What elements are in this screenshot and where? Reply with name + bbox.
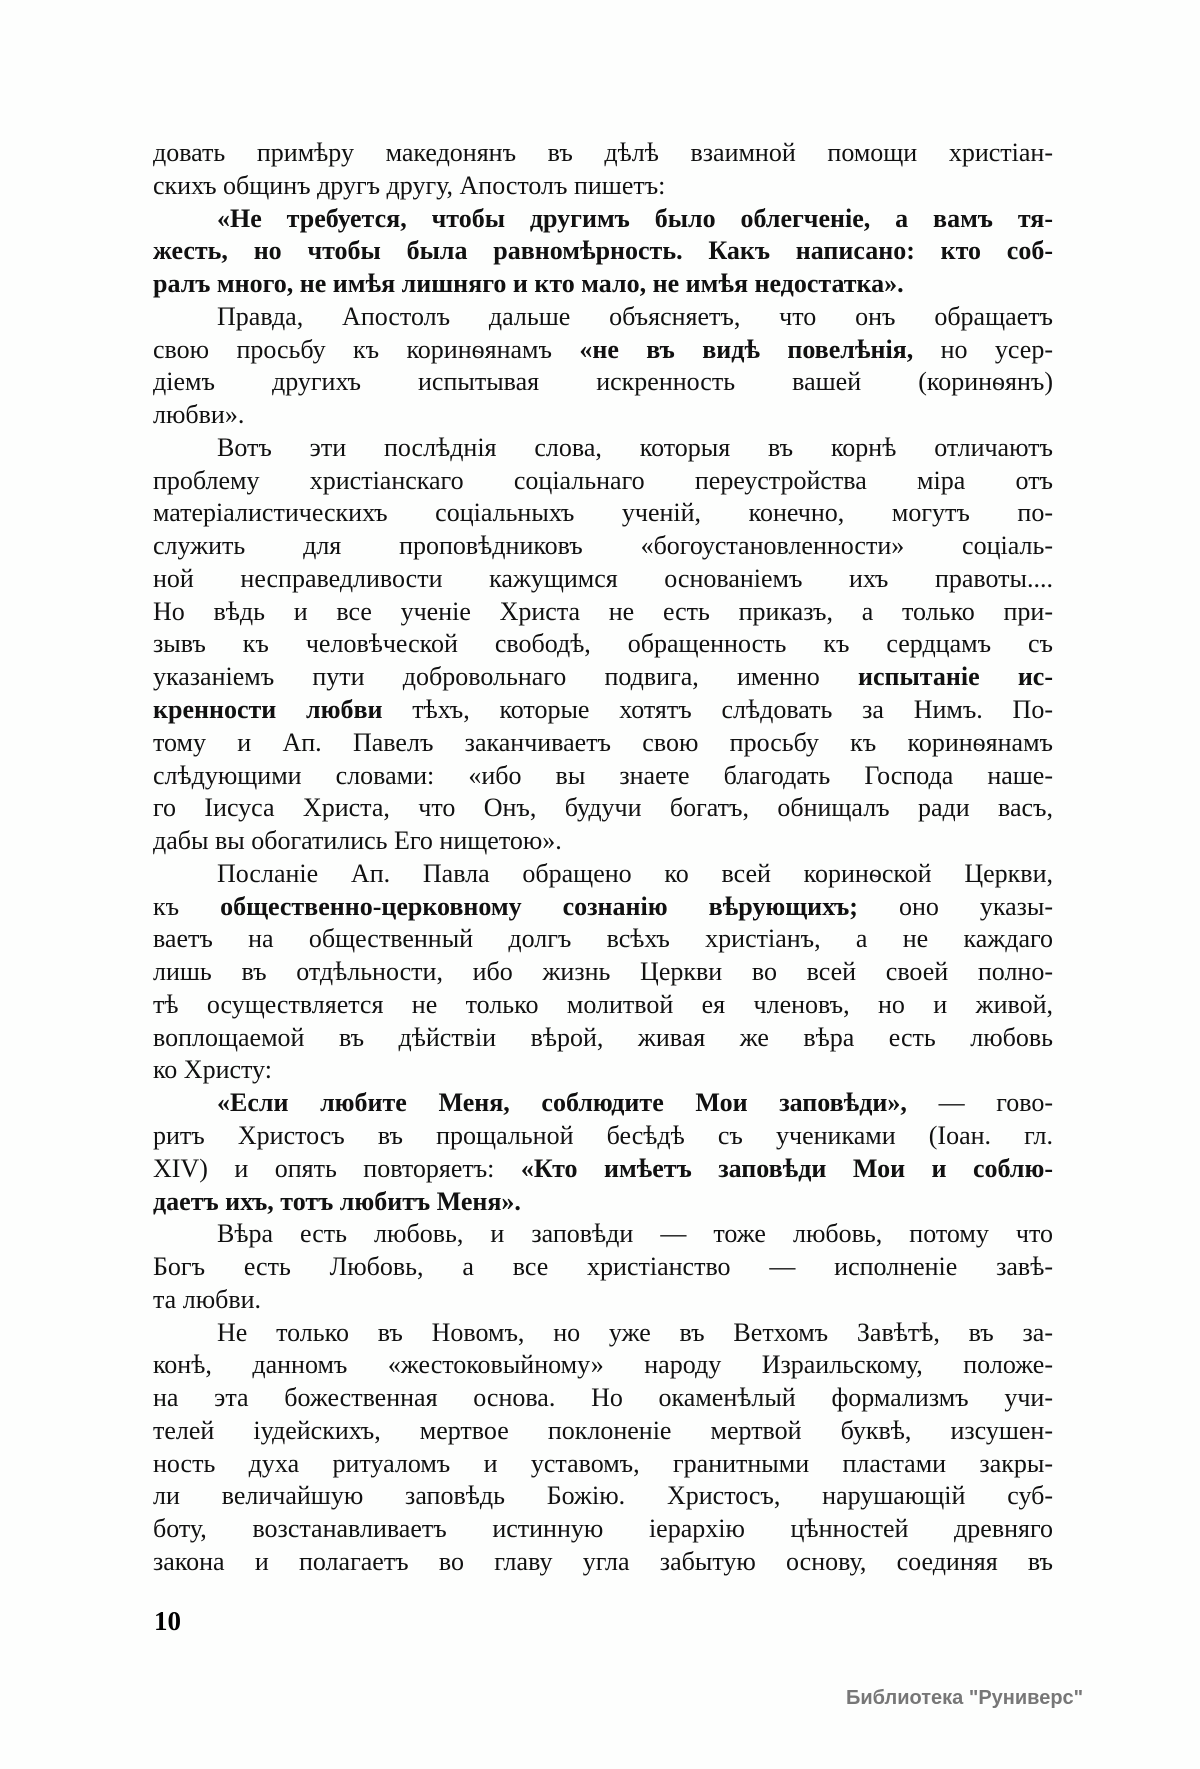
paragraph [153, 203, 1053, 301]
text-run: лишь въ отдѣльности, ибо жизнь Церкви во всей своей полно- [153, 957, 1053, 987]
text-run: боту, возстанавливаетъ истинную іерархію цѣнностей древняго [153, 1514, 1053, 1544]
text-line [153, 956, 1053, 989]
text-run: ваетъ на общественный долгъ всѣхъ христіанъ, а не каждаго [153, 924, 1053, 954]
paragraph [153, 137, 1053, 203]
bold-text: «Не требуется, чтобы другимъ было облегченіе, а вамъ тя- [217, 203, 1053, 233]
text-line [153, 694, 1053, 727]
paragraph [153, 1317, 1053, 1579]
text-line [153, 1218, 1053, 1251]
text-line [153, 1284, 1053, 1317]
text-run: указаніемъ пути добровольнаго подвига, именно [153, 662, 858, 692]
text-run: на эта божественная основа. Но окаменѣлый формализмъ учи- [153, 1383, 1053, 1413]
text-run: — гово- [906, 1088, 1053, 1118]
text-run: Богъ есть Любовь, а все христіанство — исполненіе завѣ- [153, 1252, 1053, 1282]
text-run: Вотъ эти послѣднія слова, которыя въ корнѣ отличаютъ [217, 432, 1053, 462]
text-line [153, 1087, 1053, 1120]
text-run: телей іудейскихъ, мертвое поклоненіе мертвой буквѣ, изсушен- [153, 1415, 1053, 1445]
text-line [153, 1415, 1053, 1448]
text-run: свою просьбу къ коринѳянамъ [153, 334, 580, 364]
text-line [153, 1546, 1053, 1579]
text-run: ритъ Христосъ въ прощальной бесѣдѣ съ учениками (Іоан. гл. [153, 1120, 1053, 1150]
paragraph [153, 1087, 1053, 1218]
text-line [153, 760, 1053, 793]
text-run: къ [153, 891, 221, 921]
bold-text: общественно-церковному сознанію вѣрующихъ; [220, 891, 858, 921]
text-run: воплощаемой въ дѣйствіи вѣрой, живая же вѣра есть любовь [153, 1022, 1053, 1052]
text-line [153, 858, 1053, 891]
text-line [153, 989, 1053, 1022]
bold-text: даетъ ихъ, тотъ любитъ Меня». [153, 1186, 521, 1216]
text-line [153, 628, 1053, 661]
text-run: зывъ къ человѣческой свободѣ, обращенность къ сердцамъ съ [153, 629, 1053, 659]
text-run: любви». [153, 400, 245, 430]
text-run: слѣдующими словами: «ибо вы знаете благодать Господа наше- [153, 760, 1053, 790]
text-line [153, 268, 1053, 301]
text-line [153, 923, 1053, 956]
text-line [153, 235, 1053, 268]
bold-text: жесть, но чтобы была равномѣрность. Какъ написано: кто соб- [153, 236, 1053, 266]
text-line [153, 1480, 1053, 1513]
text-line [153, 1448, 1053, 1481]
text-run: Вѣра есть любовь, и заповѣди — тоже любовь, потому что [217, 1219, 1053, 1249]
text-line [153, 399, 1053, 432]
text-line [153, 1317, 1053, 1350]
page-number: 10 [154, 1606, 181, 1636]
text-line [153, 1153, 1053, 1186]
text-line [153, 563, 1053, 596]
text-run: но усер- [913, 334, 1053, 364]
text-line [153, 170, 1053, 203]
text-line [153, 1054, 1053, 1087]
bold-text: «не въ видѣ повелѣнія, [579, 334, 914, 364]
bold-text: кренности любви [153, 695, 383, 725]
text-run: Правда, Апостолъ дальше объясняетъ, что онъ обращаетъ [217, 301, 1053, 331]
text-run: діемъ другихъ испытывая искренность вашей (коринѳянъ) [153, 367, 1053, 397]
text-line [153, 825, 1053, 858]
bold-text: «Если любите Меня, соблюдите Мои заповѣди», [217, 1088, 907, 1118]
text-run: дабы вы обогатились Его нищетою». [153, 826, 562, 856]
text-line [153, 596, 1053, 629]
text-run: скихъ общинъ другъ другу, Апостолъ пишетъ: [153, 170, 666, 200]
text-run: тѣ осуществляется не только молитвой ея членовъ, но и живой, [153, 989, 1053, 1019]
text-run: Но вѣдь и все ученіе Христа не есть приказъ, а только при- [153, 596, 1053, 626]
paragraph [153, 1218, 1053, 1316]
text-line [153, 727, 1053, 760]
text-run: закона и полагаетъ во главу угла забытую основу, соединяя въ [153, 1546, 1053, 1576]
text-line [153, 530, 1053, 563]
text-run: конѣ, данномъ «жестоковыйному» народу Израильскому, положе- [153, 1350, 1053, 1380]
text-run: матеріалистическихъ соціальныхъ ученій, конечно, могутъ по- [153, 498, 1053, 528]
text-line [153, 137, 1053, 170]
bold-text: «Кто имѣетъ заповѣди Мои и соблю- [520, 1153, 1053, 1183]
text-line [153, 432, 1053, 465]
text-line [153, 1120, 1053, 1153]
text-line [153, 301, 1053, 334]
library-watermark: Библиотека "Руниверс" [846, 1687, 1084, 1709]
text-run: довать примѣру македонянъ въ дѣлѣ взаимной помощи христіан- [153, 138, 1053, 167]
text-line [153, 1251, 1053, 1284]
text-run: XIV) и опять повторяетъ: [153, 1153, 521, 1183]
text-run: ли величайшую заповѣдь Божію. Христосъ, нарушающій суб- [153, 1481, 1053, 1511]
text-line [153, 1349, 1053, 1382]
text-run: та любви. [153, 1284, 262, 1314]
paragraph [153, 301, 1053, 432]
text-line [153, 465, 1053, 498]
text-line [153, 1513, 1053, 1546]
text-run: ко Христу: [153, 1055, 272, 1085]
bold-text: ралъ много, не имѣя лишняго и кто мало, не имѣя недостатка». [153, 269, 904, 299]
text-line [153, 1382, 1053, 1415]
text-line [153, 1022, 1053, 1055]
text-line [153, 203, 1053, 236]
paragraph [153, 858, 1053, 1087]
text-run: Посланіе Ап. Павла обращено ко всей коринѳской Церкви, [217, 858, 1053, 888]
text-line [153, 497, 1053, 530]
text-line [153, 891, 1053, 924]
text-line [153, 366, 1053, 399]
bold-text: испытаніе ис- [857, 662, 1053, 692]
text-line [153, 334, 1053, 367]
text-run: ность духа ритуаломъ и уставомъ, гранитными пластами закры- [153, 1448, 1053, 1478]
text-run: ной несправедливости кажущимся основаніемъ ихъ правоты.... [153, 563, 1053, 593]
text-run: оно указы- [857, 891, 1053, 921]
page-body-text [153, 137, 1053, 1579]
text-line [153, 661, 1053, 694]
text-run: Не только въ Новомъ, но уже въ Ветхомъ Завѣтѣ, въ за- [217, 1317, 1053, 1347]
text-line [153, 1186, 1053, 1219]
text-run: тому и Ап. Павелъ заканчиваетъ свою просьбу къ коринѳянамъ [153, 727, 1053, 757]
text-line [153, 792, 1053, 825]
text-run: служить для проповѣдниковъ «богоустановленности» соціаль- [153, 531, 1053, 561]
text-run: го Іисуса Христа, что Онъ, будучи богатъ, обнищалъ ради васъ, [153, 793, 1053, 823]
paragraph [153, 432, 1053, 858]
text-run: проблему христіанскаго соціальнаго переустройства міра отъ [153, 465, 1053, 495]
text-run: тѣхъ, которые хотятъ слѣдовать за Нимъ. По- [382, 695, 1053, 725]
